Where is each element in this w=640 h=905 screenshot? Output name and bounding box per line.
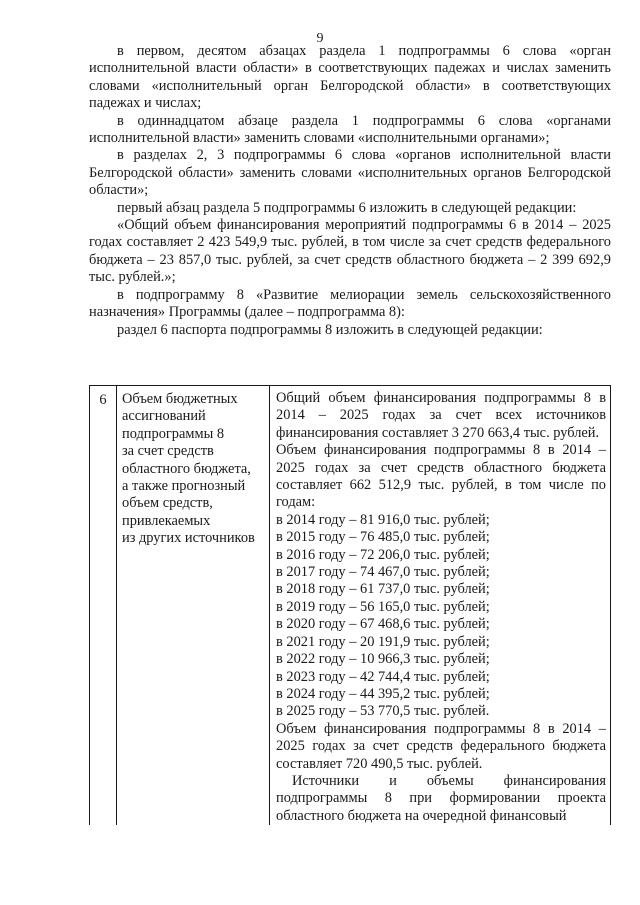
paragraph-4: первый абзац раздела 5 подпрограммы 6 изложить в следующей редакции: [117,199,577,216]
label-line: ассигнований [122,408,206,425]
passport-table [89,385,611,825]
year-line: в 2022 году – 10 966,3 тыс. рублей; [276,651,490,668]
total-financing-text: Общий объем финансирования подпрограммы 8 в 2014 – 2025 годах за счет всех источников финансирования составляет 3 270 663,4 тыс. рублей. [276,390,606,441]
year-line: в 2019 году – 56 165,0 тыс. рублей; [276,598,490,615]
label-line: из других источников [122,530,255,547]
year-line: в 2025 году – 53 770,5 тыс. рублей. [276,703,490,720]
sources-text: Источники и объемы финансирования подпрограммы 8 при формировании проекта областного бюджета на очередной финансовый [276,772,606,824]
paragraph-7: раздел 6 паспорта подпрограммы 8 изложить в следующей редакции: [117,321,543,338]
label-line: привлекаемых [122,512,211,529]
table-row [90,386,611,826]
paragraph-5-quote: «Общий объем финансирования мероприятий подпрограммы 6 в 2014 – 2025 годах составляет 2 423 549,9 тыс. рублей, в том числе за счет средств федерального бюджета – 23 857,0 тыс. рублей, за счет средств областного бюджета – 2 399 692,9 тыс. рублей.»; [89,217,611,286]
year-line: в 2024 году – 44 395,2 тыс. рублей; [276,685,490,702]
label-line: за счет средств [122,443,214,460]
label-line: Объем бюджетных [122,391,238,407]
label-line: объем средств, [122,495,213,512]
year-line: в 2020 году – 67 468,6 тыс. рублей; [276,616,490,633]
federal-financing-text: Объем финансирования подпрограммы 8 в 2014 – 2025 годах за счет средств федерального бюджета составляет 720 490,5 тыс. рублей. [276,720,606,772]
year-line: в 2018 году – 61 737,0 тыс. рублей; [276,581,490,598]
regional-financing-text: Объем финансирования подпрограммы 8 в 2014 – 2025 годах за счет средств областного бюджета составляет 662 512,9 тыс. рублей, в том числе по годам: [276,442,606,511]
document-body [89,43,611,339]
page-number: 9 [316,31,324,46]
paragraph-1: в первом, десятом абзацах раздела 1 подпрограммы 6 слова «орган исполнительной власти области» в соответствующих падежах и числах заменить словами «исполнительный орган Белгородской области» в соответствующих падежах и числах; [89,43,611,112]
label-line: областного бюджета, [122,460,251,477]
year-line: в 2017 году – 74 467,0 тыс. рублей; [276,564,490,581]
paragraph-6: в подпрограмму 8 «Развитие мелиорации земель сельскохозяйственного назначения» Программы (далее – подпрограмма 8): [89,286,611,321]
year-line: в 2021 году – 20 191,9 тыс. рублей; [276,633,490,650]
label-line: подпрограммы 8 [122,425,225,442]
label-line: а также прогнозный [122,478,246,495]
year-line: в 2016 году – 72 206,0 тыс. рублей; [276,546,490,563]
paragraph-2: в одиннадцатом абзаце раздела 1 подпрограммы 6 слова «органами исполнительной власти» заменить словами «исполнительными органами»; [89,112,611,147]
paragraph-3: в разделах 2, 3 подпрограммы 6 слова «органов исполнительной власти Белгородской области» заменить словами «исполнительных органов Белгородской области»; [89,147,611,199]
year-line: в 2014 году – 81 916,0 тыс. рублей; [276,511,490,528]
row-label-cell [117,386,270,826]
row-number-cell: 6 [90,386,117,826]
row-content-cell [270,386,611,826]
year-line: в 2015 году – 76 485,0 тыс. рублей; [276,529,490,546]
year-line: в 2023 году – 42 744,4 тыс. рублей; [276,668,490,685]
